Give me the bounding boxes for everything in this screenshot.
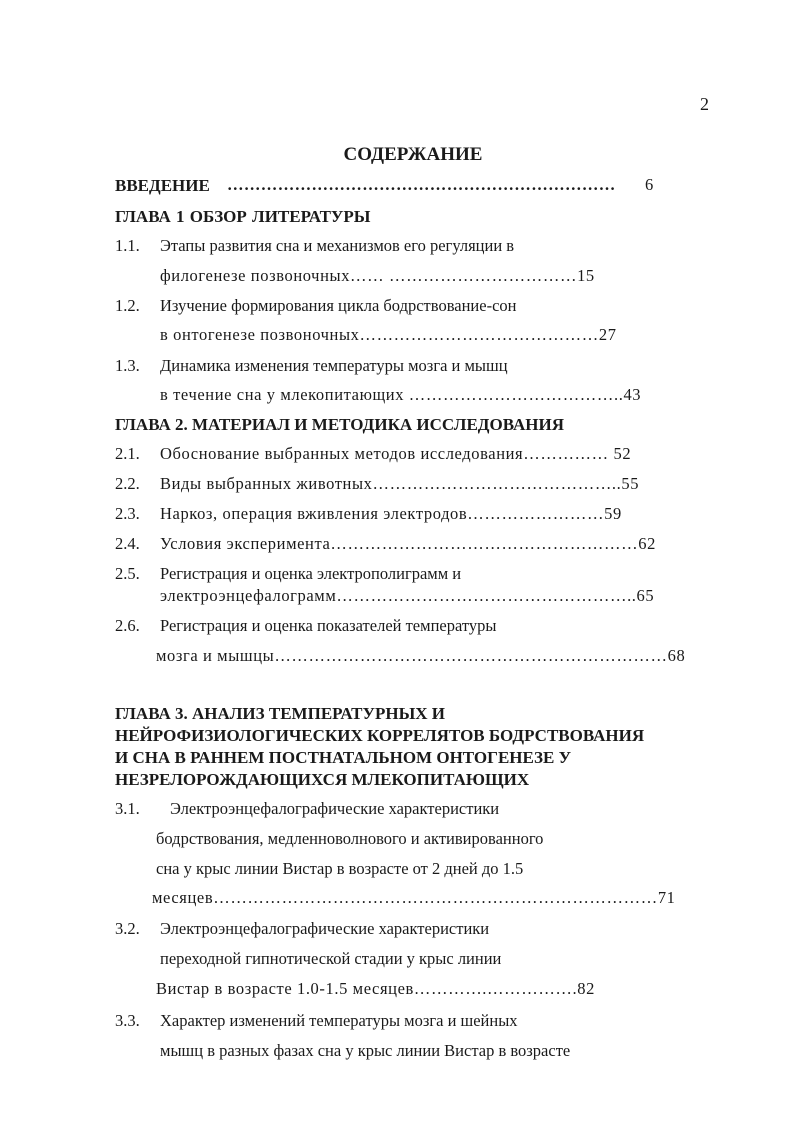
toc-item-number: 2.5. — [115, 564, 140, 583]
page-number: 2 — [700, 94, 709, 114]
toc-item-line: в течение сна у млекопитающих ………………………………..43 — [160, 385, 642, 404]
page-title: СОДЕРЖАНИЕ — [343, 144, 483, 165]
toc-intro-dots: …………………………………………………………… — [227, 175, 616, 194]
toc-item-number: 2.2. — [115, 474, 140, 493]
toc-item-line: Электроэнцефалографические характеристики — [160, 919, 490, 938]
toc-item-line: Регистрация и оценка электрополиграмм и — [160, 564, 462, 583]
toc-item-line: сна у крыс линии Вистар в возрасте от 2 дней до 1.5 — [156, 859, 524, 878]
toc-item-line: филогенезе позвоночных…… ……………………………15 — [160, 266, 595, 285]
toc-item-number: 1.1. — [115, 236, 140, 255]
toc-item-line: бодрствования, медленноволнового и активированного — [156, 829, 544, 848]
toc-item-number: 1.3. — [115, 356, 140, 375]
toc-item-line: Этапы развития сна и механизмов его регуляции в — [160, 236, 515, 255]
toc-item-number: 3.2. — [115, 919, 140, 938]
toc-item-line: Условия эксперимента………………………………………………62 — [160, 534, 656, 553]
toc-chapter-1-heading: ГЛАВА 1 ОБЗОР ЛИТЕРАТУРЫ — [115, 207, 371, 226]
toc-item-line: Вистар в возрасте 1.0-1.5 месяцев………….…………….82 — [156, 979, 595, 998]
toc-item-line: Характер изменений температуры мозга и шейных — [160, 1011, 518, 1030]
toc-item-line: мышц в разных фазах сна у крыс линии Вистар в возрасте — [160, 1041, 571, 1060]
toc-intro-page: 6 — [645, 175, 654, 194]
toc-item-line: мозга и мышцы……………………………………………………………68 — [156, 646, 686, 665]
toc-intro-label: ВВЕДЕНИЕ — [115, 176, 210, 195]
toc-item-number: 1.2. — [115, 296, 140, 315]
toc-item-number: 2.4. — [115, 534, 140, 553]
toc-item-line: Динамика изменения температуры мозга и мышц — [160, 356, 508, 375]
toc-item-number: 2.3. — [115, 504, 140, 523]
toc-item-number: 3.1. — [115, 799, 140, 818]
toc-item-line: переходной гипнотической стадии у крыс линии — [160, 949, 502, 968]
toc-chapter-3-heading-line: ГЛАВА 3. АНАЛИЗ ТЕМПЕРАТУРНЫХ И — [115, 704, 446, 723]
toc-chapter-3-heading-line: И СНА В РАННЕМ ПОСТНАТАЛЬНОМ ОНТОГЕНЕЗЕ У — [115, 748, 572, 767]
toc-item-number: 2.6. — [115, 616, 140, 635]
toc-item-line: месяцев……………………………………………………………………71 — [152, 888, 676, 907]
toc-item-line: электроэнцефалограмм……………………………………………..65 — [160, 586, 655, 605]
toc-item-line: Электроэнцефалографические характеристики — [170, 799, 500, 818]
toc-chapter-3-heading-line: НЕЙРОФИЗИОЛОГИЧЕСКИХ КОРРЕЛЯТОВ БОДРСТВОВАНИЯ — [115, 726, 645, 745]
toc-item-number: 2.1. — [115, 444, 140, 463]
toc-item-line: Наркоз, операция вживления электродов……………………59 — [160, 504, 622, 523]
toc-chapter-2-heading: ГЛАВА 2. МАТЕРИАЛ И МЕТОДИКА ИССЛЕДОВАНИЯ — [115, 415, 564, 434]
toc-item-line: Регистрация и оценка показателей температуры — [160, 616, 497, 635]
toc-item-line: Изучение формирования цикла бодрствование-сон — [160, 296, 517, 315]
toc-chapter-3-heading-line: НЕЗРЕЛОРОЖДАЮЩИХСЯ МЛЕКОПИТАЮЩИХ — [115, 770, 530, 789]
toc-item-number: 3.3. — [115, 1011, 140, 1030]
toc-item-line: Виды выбранных животных……………………………………..55 — [160, 474, 640, 493]
toc-item-line: Обоснование выбранных методов исследования…………… 52 — [160, 444, 632, 463]
toc-item-line: в онтогенезе позвоночных……………………………………27 — [160, 325, 617, 344]
